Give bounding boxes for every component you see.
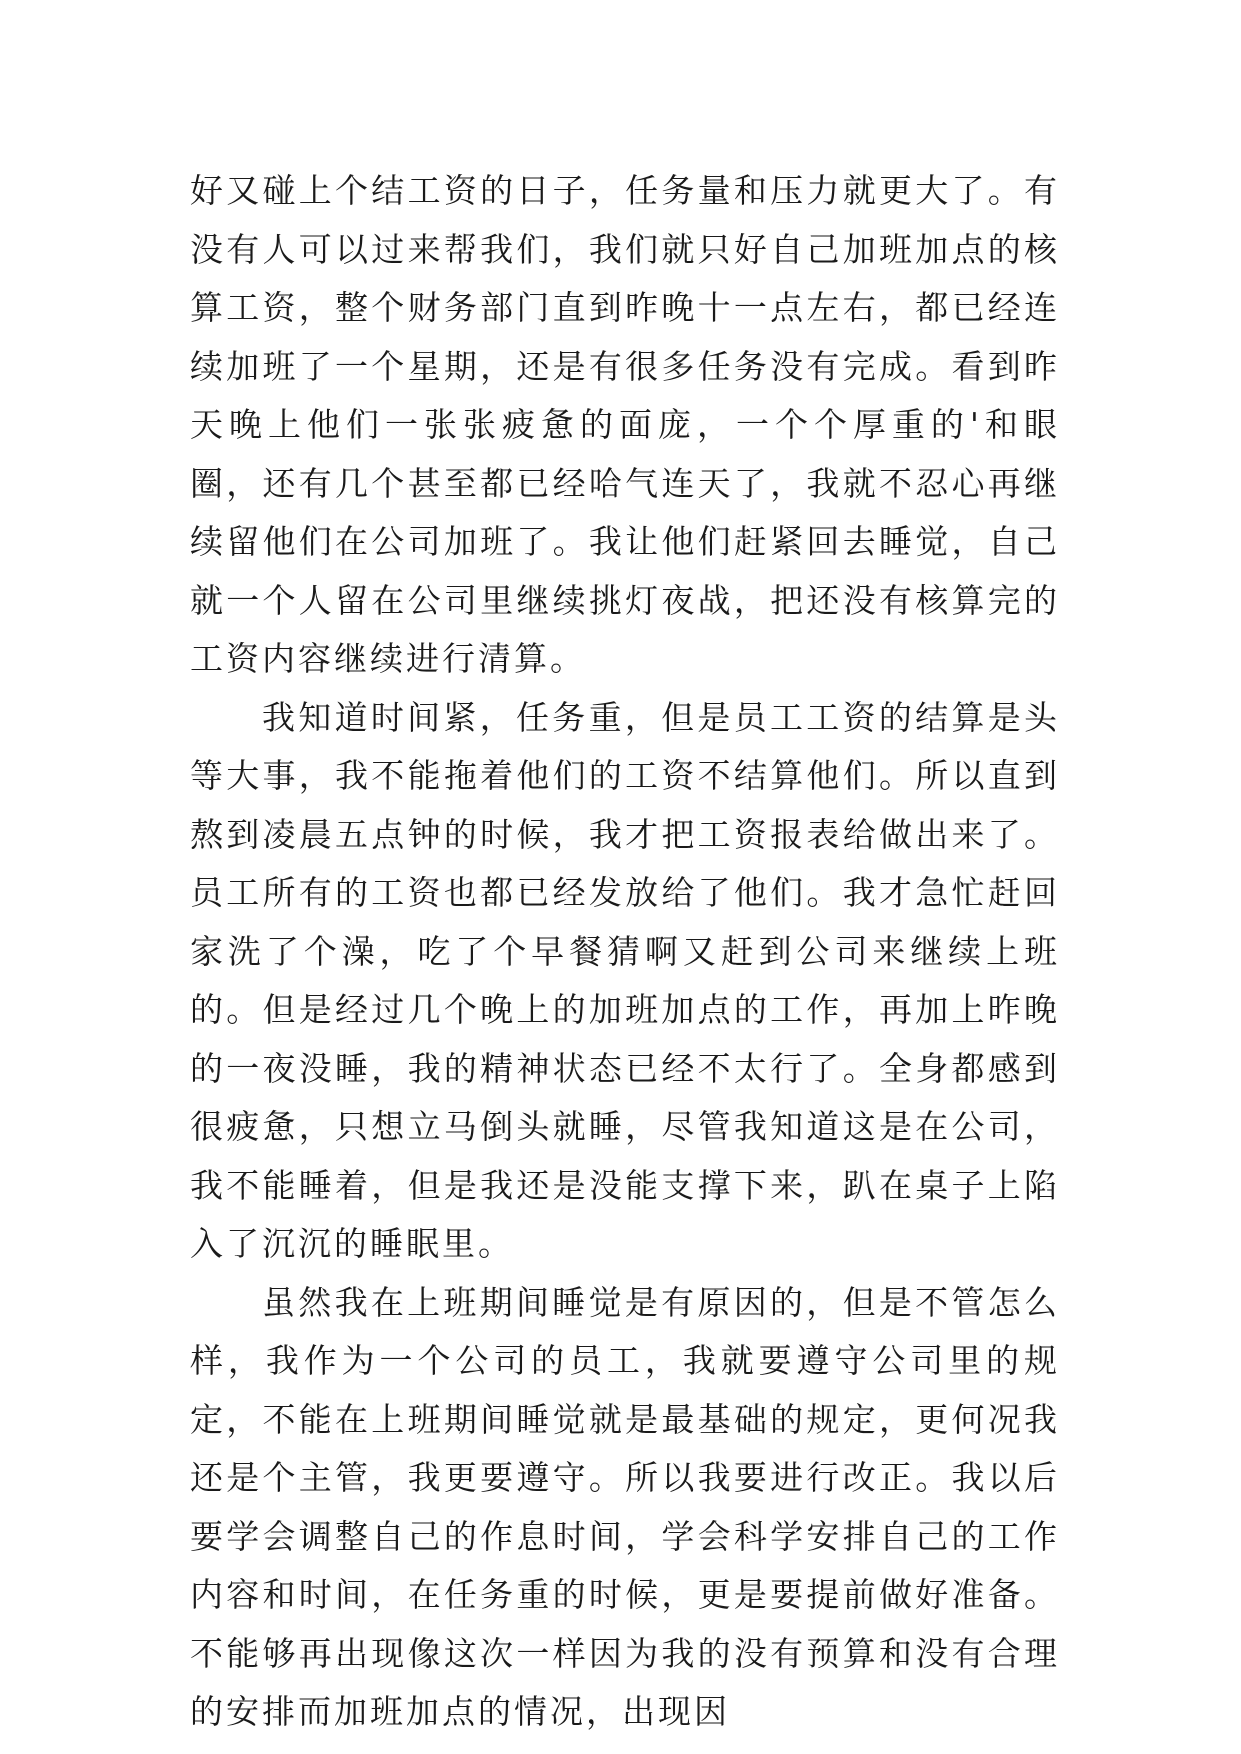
paragraph-3: 虽然我在上班期间睡觉是有原因的，但是不管怎么样，我作为一个公司的员工，我就要遵守公司里的规定，不能在上班期间睡觉就是最基础的规定，更何况我还是个主管，我更要遵守。所以我要进行改正。我以后要学会调整自己的作息时间，学会科学安排自己的工作内容和时间，在任务重的时候，更是要提前做好准备。不能够再出现像这次一样因为我的没有预算和没有合理的安排而加班加点的情况，出现因 xyxy=(190,1282,1060,1731)
document-body xyxy=(190,162,1060,1742)
paragraph-1: 好又碰上个结工资的日子，任务量和压力就更大了。有没有人可以过来帮我们，我们就只好自己加班加点的核算工资，整个财务部门直到昨晚十一点左右，都已经连续加班了一个星期，还是有很多任务没有完成。看到昨天晚上他们一张张疲惫的面庞，一个个厚重的'和眼圈，还有几个甚至都已经哈气连天了，我就不忍心再继续留他们在公司加班了。我让他们赶紧回去睡觉，自己就一个人留在公司里继续挑灯夜战，把还没有核算完的工资内容继续进行清算。 xyxy=(190,171,1060,678)
paragraph-2: 我知道时间紧，任务重，但是员工工资的结算是头等大事，我不能拖着他们的工资不结算他们。所以直到熬到凌晨五点钟的时候，我才把工资报表给做出来了。员工所有的工资也都已经发放给了他们。我才急忙赶回家洗了个澡，吃了个早餐猜啊又赶到公司来继续上班的。但是经过几个晚上的加班加点的工作，再加上昨晚的一夜没睡，我的精神状态已经不太行了。全身都感到很疲惫，只想立马倒头就睡，尽管我知道这是在公司，我不能睡着，但是我还是没能支撑下来，趴在桌子上陷入了沉沉的睡眠里。 xyxy=(190,697,1060,1263)
